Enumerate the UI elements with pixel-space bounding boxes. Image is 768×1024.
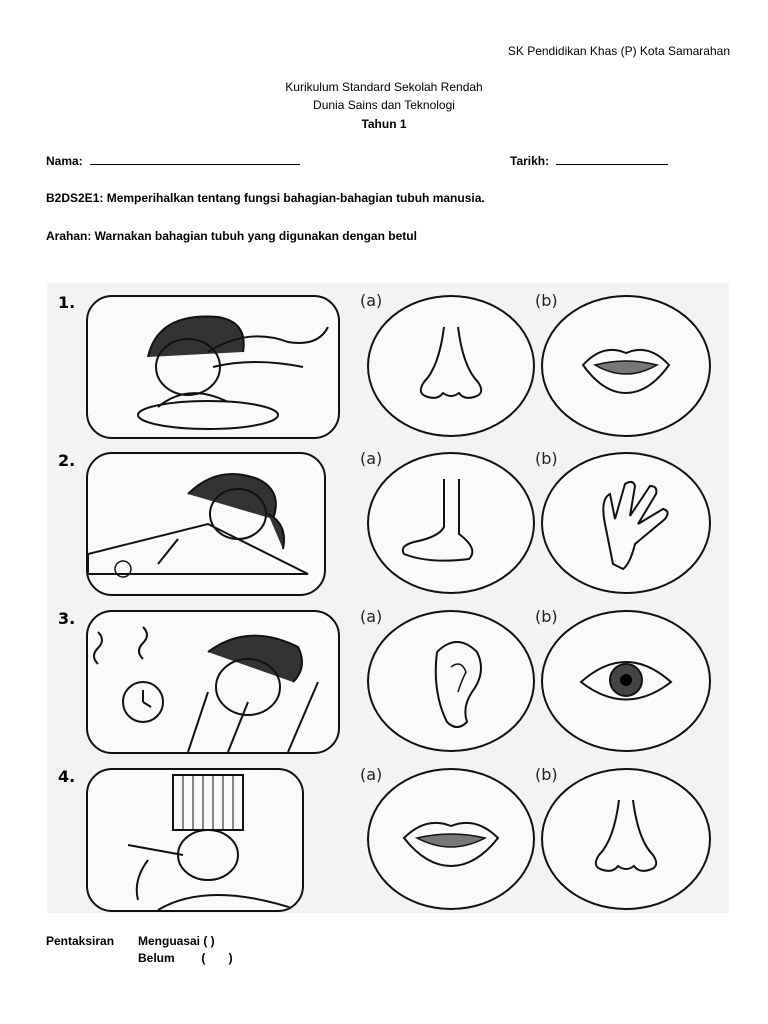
mouth-icon[interactable]: [541, 295, 711, 437]
option-b-label-1: (b): [535, 291, 558, 310]
not-yet-checkbox[interactable]: Belum ( ): [138, 951, 233, 965]
ear-icon[interactable]: [367, 610, 535, 752]
boy-smelling-food-icon: [86, 295, 340, 439]
boy-waking-alarm-icon: [86, 610, 340, 754]
question-number-4: 4.: [58, 767, 76, 786]
learning-objective: B2DS2E1: Memperihalkan tentang fungsi bahagian-bahagian tubuh manusia.: [46, 191, 485, 205]
subject-title: Dunia Sains dan Teknologi: [313, 98, 455, 112]
option-b-label-3: (b): [535, 607, 558, 626]
date-field[interactable]: [510, 154, 668, 168]
curriculum-title: Kurikulum Standard Sekolah Rendah: [285, 80, 483, 94]
eye-icon[interactable]: [541, 610, 711, 752]
hand-icon[interactable]: [541, 452, 711, 594]
question-number-2: 2.: [58, 451, 76, 470]
girl-drawing-icon: [86, 452, 326, 596]
name-field[interactable]: [46, 154, 300, 168]
nose-icon[interactable]: [367, 295, 535, 437]
chef-tasting-icon: [86, 768, 304, 912]
year-title: Tahun 1: [361, 117, 407, 131]
instruction-text: Arahan: Warnakan bahagian tubuh yang digunakan dengan betul: [46, 229, 417, 243]
name-label: Nama:: [46, 154, 83, 168]
nose-icon[interactable]: [541, 768, 711, 910]
mouth-icon[interactable]: [367, 768, 535, 910]
assessment-label: Pentaksiran: [46, 934, 115, 948]
question-number-3: 3.: [58, 609, 76, 628]
date-line[interactable]: [556, 164, 668, 165]
name-line[interactable]: [90, 164, 300, 165]
date-label: Tarikh:: [510, 154, 550, 168]
school-name: SK Pendidikan Khas (P) Kota Samarahan: [507, 44, 730, 58]
option-a-label-4: (a): [360, 765, 383, 784]
mastered-checkbox[interactable]: Menguasai ( ): [138, 934, 215, 948]
option-a-label-3: (a): [360, 607, 383, 626]
option-b-label-4: (b): [535, 765, 558, 784]
foot-icon[interactable]: [367, 452, 535, 594]
option-a-label-2: (a): [360, 449, 383, 468]
question-number-1: 1.: [58, 293, 76, 312]
option-b-label-2: (b): [535, 449, 558, 468]
option-a-label-1: (a): [360, 291, 383, 310]
